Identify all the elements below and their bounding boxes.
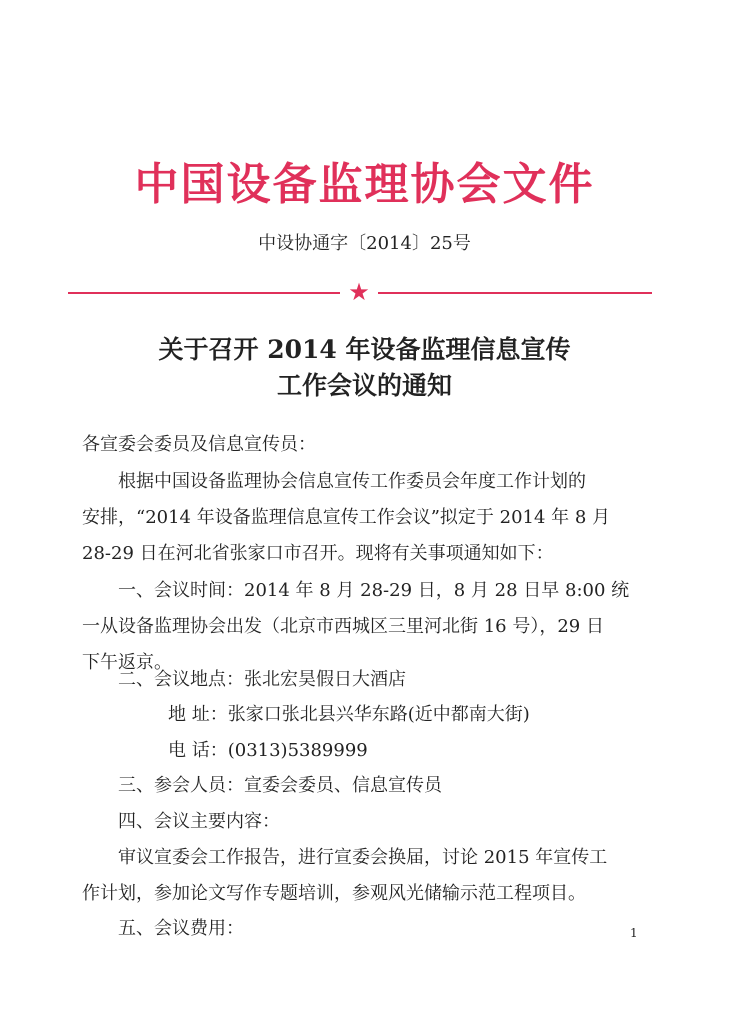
section-1-line-2: 一从设备监理协会出发（北京市西城区三里河北街 16 号），29 日 [82, 616, 604, 637]
section-4-line-2: 作计划，参加论文写作专题培训，参观风光储输示范工程项目。 [82, 883, 586, 904]
section-3: 三、参会人员：宣委会委员、信息宣传员 [118, 775, 442, 796]
paragraph-1-line-1: 根据中国设备监理协会信息宣传工作委员会年度工作计划的 [118, 471, 586, 492]
page-number: 1 [630, 926, 638, 940]
section-2-phone: 电 话：(0313)5389999 [168, 740, 368, 761]
paragraph-1-line-3: 28-29 日在河北省张家口市召开。现将有关事项通知如下： [82, 543, 554, 564]
notice-title-line-1: 关于召开 2014 年设备监理信息宣传 [158, 335, 571, 364]
paragraph-1-line-2: 安排，“2014 年设备监理信息宣传工作会议”拟定于 2014 年 8 月 [82, 507, 611, 528]
header-rule-right [378, 292, 652, 294]
section-4: 四、会议主要内容： [118, 811, 280, 832]
document-header-title: 中国设备监理协会文件 [134, 159, 595, 210]
header-rule-left [68, 292, 340, 294]
section-5: 五、会议费用： [118, 918, 244, 939]
section-1-line-3: 下午返京。 [82, 652, 172, 673]
section-2-line-1: 二、会议地点：张北宏昊假日大酒店 [118, 669, 406, 690]
section-4-line-1: 审议宣委会工作报告，进行宣委会换届，讨论 2015 年宣传工 [118, 847, 608, 868]
document-number: 中设协通字〔2014〕25号 [258, 233, 471, 254]
notice-title-line-2: 工作会议的通知 [276, 371, 452, 400]
star-icon: ★ [348, 278, 370, 306]
section-2-address: 地 址：张家口张北县兴华东路(近中都南大街) [168, 704, 530, 725]
section-1-line-1: 一、会议时间：2014 年 8 月 28-29 日，8 月 28 日早 8:00 统 [118, 580, 630, 601]
salutation: 各宣委会委员及信息宣传员： [82, 434, 316, 455]
